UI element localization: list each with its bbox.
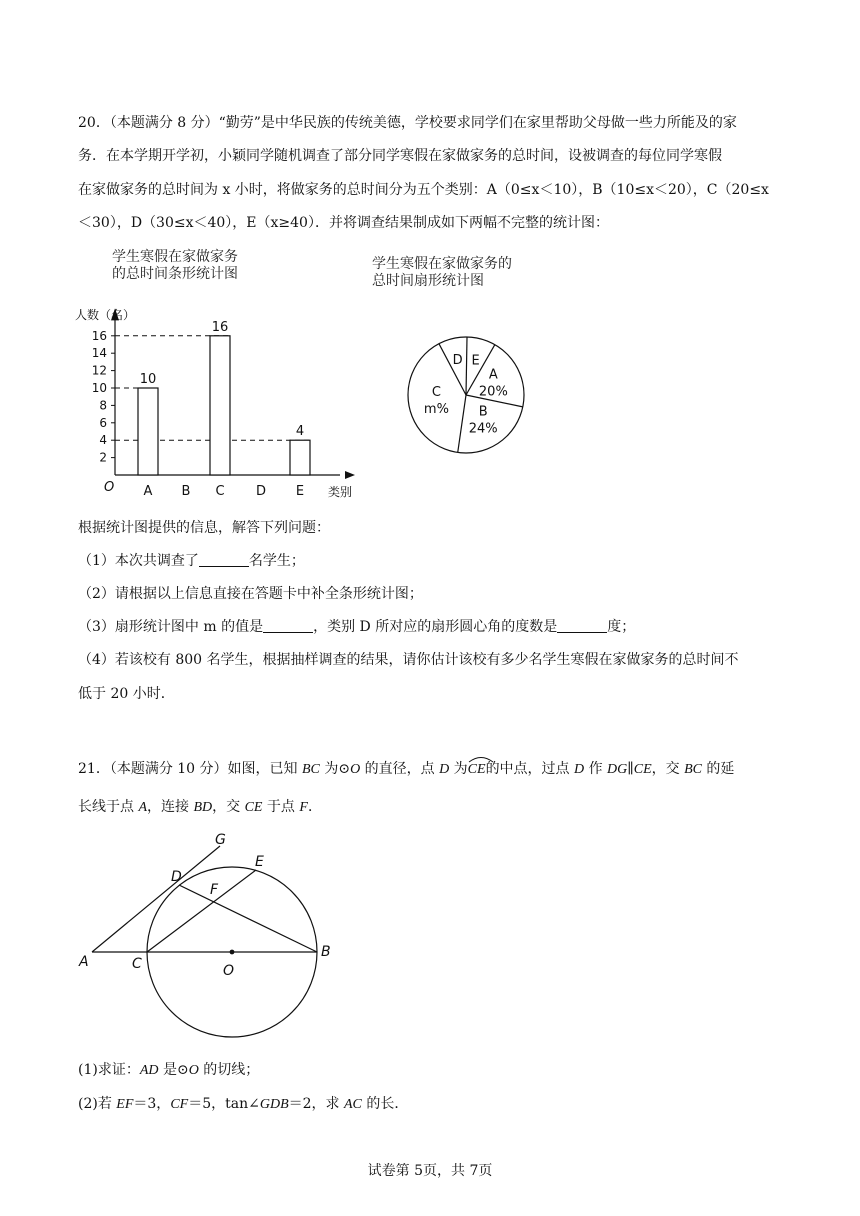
q21-text: (2)若 (78, 1096, 117, 1112)
q21-var-d: D (439, 762, 450, 777)
q21-var-bc: BC (684, 762, 702, 777)
q21-text: 为⊙ (319, 761, 351, 777)
q20-line3: 在家做家务的总时间为 x 小时，将做家务的总时间分为五个类别：A（0≤x＜10），B（10≤x＜20），C（20≤x (78, 182, 769, 198)
q21-text: 的延 (701, 761, 735, 777)
y-tick-label: 6 (99, 415, 107, 430)
q21-var-dg: DG (607, 762, 628, 777)
q21-var-ce: CE (244, 800, 263, 815)
pie-slice-value: 20% (478, 384, 508, 400)
q21-part1 (78, 1060, 259, 1081)
pie-slice-value: m% (423, 402, 449, 418)
line-ce (147, 870, 256, 952)
label-a: A (79, 954, 89, 970)
q21-text: 是⊙ (158, 1062, 189, 1078)
data-label: 4 (295, 424, 305, 440)
q21-line1 (78, 759, 734, 780)
pie-chart-title (372, 256, 512, 290)
q20-sub1 (78, 551, 305, 571)
label-c: C (132, 956, 142, 972)
q21-var-gdb: GDB (259, 1097, 289, 1112)
q20-sub3-blank-d[interactable] (557, 618, 607, 633)
q21-var-ac: AC (343, 1097, 362, 1112)
q20-intro: 根据统计图提供的信息，解答下列问题： (78, 520, 330, 536)
q20-sub3-text-b: ，类别 D 所对应的扇形圆心角的度数是 (313, 619, 558, 635)
q20-line1: 20．（本题满分 8 分）“勤劳”是中华民族的传统美德，学校要求同学们在家里帮助父母做一些力所能及的家 (78, 115, 737, 131)
q21-text: 作 (584, 761, 608, 777)
q20-sub1-text-b: 名学生； (248, 553, 305, 569)
q21-var-ce: CE (467, 762, 486, 777)
q21-var-o: O (188, 1063, 199, 1078)
label-b: B (321, 944, 331, 960)
data-label: 16 (211, 319, 229, 335)
q21-text: ，交 (651, 761, 685, 777)
q21-text: (1)求证： (78, 1062, 140, 1078)
bar-chart (70, 305, 370, 505)
q21-var-ef: EF (116, 1097, 134, 1112)
x-tick-label: D (255, 484, 267, 499)
q21-text: ，连接 (147, 799, 194, 815)
q21-var-cf: CF (170, 1097, 189, 1112)
label-d: D (171, 869, 182, 885)
q21-var-ce: CE (633, 762, 652, 777)
label-o: O (223, 963, 235, 979)
label-g: G (215, 832, 226, 848)
q21-var-o: O (350, 762, 361, 777)
q20-line4: ＜30），D（30≤x＜40），E（x≥40）．并将调查结果制成如下两幅不完整的统计图： (78, 215, 609, 231)
center-dot (230, 950, 235, 955)
arc-mark-icon (468, 755, 494, 763)
pie-chart-title-line1: 学生寒假在家做家务的 (372, 256, 512, 272)
q21-text: ． (307, 799, 322, 815)
y-tick-label: 8 (99, 398, 107, 413)
bar (210, 336, 230, 475)
page-footer: 试卷第 5页，共 7页 (367, 1163, 493, 1179)
q21-var-d: D (574, 762, 585, 777)
q21-text: 长线于点 (78, 799, 139, 815)
geometry-figure (75, 830, 355, 1030)
y-tick-label: 14 (91, 346, 107, 361)
pie-chart (400, 325, 540, 465)
pie-slice-value: 24% (468, 421, 498, 437)
q20-sub4-line1: （4）若该校有 800 名学生，根据抽样调查的结果，请你估计该校有多少名学生寒假在家做家务的总时间不 (78, 652, 739, 668)
y-tick-label: 12 (91, 363, 107, 378)
origin-label: O (104, 480, 115, 495)
q21-arc-ce (468, 760, 486, 780)
q21-parallel: ∥ (627, 762, 634, 777)
q20-sub3 (78, 617, 635, 637)
bar (290, 440, 310, 475)
pie-slice-label: C (431, 385, 441, 401)
bar-chart-title (112, 249, 238, 283)
pie-chart-title-line2: 总时间扇形统计图 (372, 273, 484, 289)
x-tick-label: E (295, 484, 305, 499)
pie-slice-label: A (488, 367, 498, 383)
label-f: F (210, 882, 219, 898)
q21-text: 的切线； (198, 1062, 260, 1078)
q21-text: 的长． (361, 1096, 409, 1112)
q21-var-f: F (299, 800, 308, 815)
y-axis-label: 人数（名） (75, 308, 136, 322)
y-tick-label: 4 (99, 433, 107, 448)
q21-line2 (78, 797, 322, 818)
q21-text: ＝5，tan∠ (188, 1096, 260, 1112)
q21-var-bc: BC (301, 762, 320, 777)
q21-text: ，交 (212, 799, 245, 815)
q20-sub3-text-a: （3）扇形统计图中 m 的值是 (78, 619, 264, 635)
q21-text: ＝2，求 (288, 1096, 344, 1112)
q21-text: 为 (449, 761, 468, 777)
line-ag (92, 846, 220, 952)
x-axis-label: 类别 (328, 485, 353, 499)
data-label: 10 (139, 372, 157, 387)
x-tick-label: B (181, 484, 191, 499)
q21-text: 的直径，点 (360, 761, 440, 777)
x-axis-arrow-icon (345, 471, 355, 479)
q21-var-a: A (138, 800, 148, 815)
line-db (179, 885, 317, 952)
label-e: E (255, 854, 264, 870)
y-tick-label: 10 (91, 381, 107, 395)
q21-var-ad: AD (139, 1063, 159, 1078)
x-tick-label: A (143, 484, 153, 499)
q21-text: 于点 (262, 799, 300, 815)
q21-var-bd: BD (193, 800, 213, 815)
q20-sub3-text-c: 度； (607, 619, 636, 635)
bar (138, 388, 158, 475)
q20-line2: 务．在本学期开学初，小颖同学随机调查了部分同学寒假在家做家务的总时间，设被调查的每位同学寒假 (78, 148, 722, 164)
y-tick-label: 16 (91, 328, 107, 343)
bar-chart-title-line2: 的总时间条形统计图 (112, 266, 238, 282)
q21-text: 的中点，过点 (485, 761, 575, 777)
q20-sub2: （2）请根据以上信息直接在答题卡中补全条形统计图； (78, 586, 423, 602)
q20-sub1-text-a: （1）本次共调查了 (78, 553, 199, 569)
pie-slice-label: D (452, 352, 463, 368)
q21-part2 (78, 1094, 408, 1115)
q20-sub4-line2: 低于 20 小时． (78, 686, 175, 702)
q20-sub1-blank[interactable] (199, 552, 249, 567)
bar-chart-title-line1: 学生寒假在家做家务 (112, 249, 238, 265)
pie-slice-label: B (478, 404, 488, 420)
q21-text: 21．（本题满分 10 分）如图，已知 (78, 761, 302, 777)
y-tick-label: 2 (99, 450, 107, 465)
q20-sub3-blank-m[interactable] (263, 618, 313, 633)
pie-slice-label: E (471, 353, 480, 369)
q21-text: ＝3， (133, 1096, 171, 1112)
x-tick-label: C (215, 484, 225, 499)
